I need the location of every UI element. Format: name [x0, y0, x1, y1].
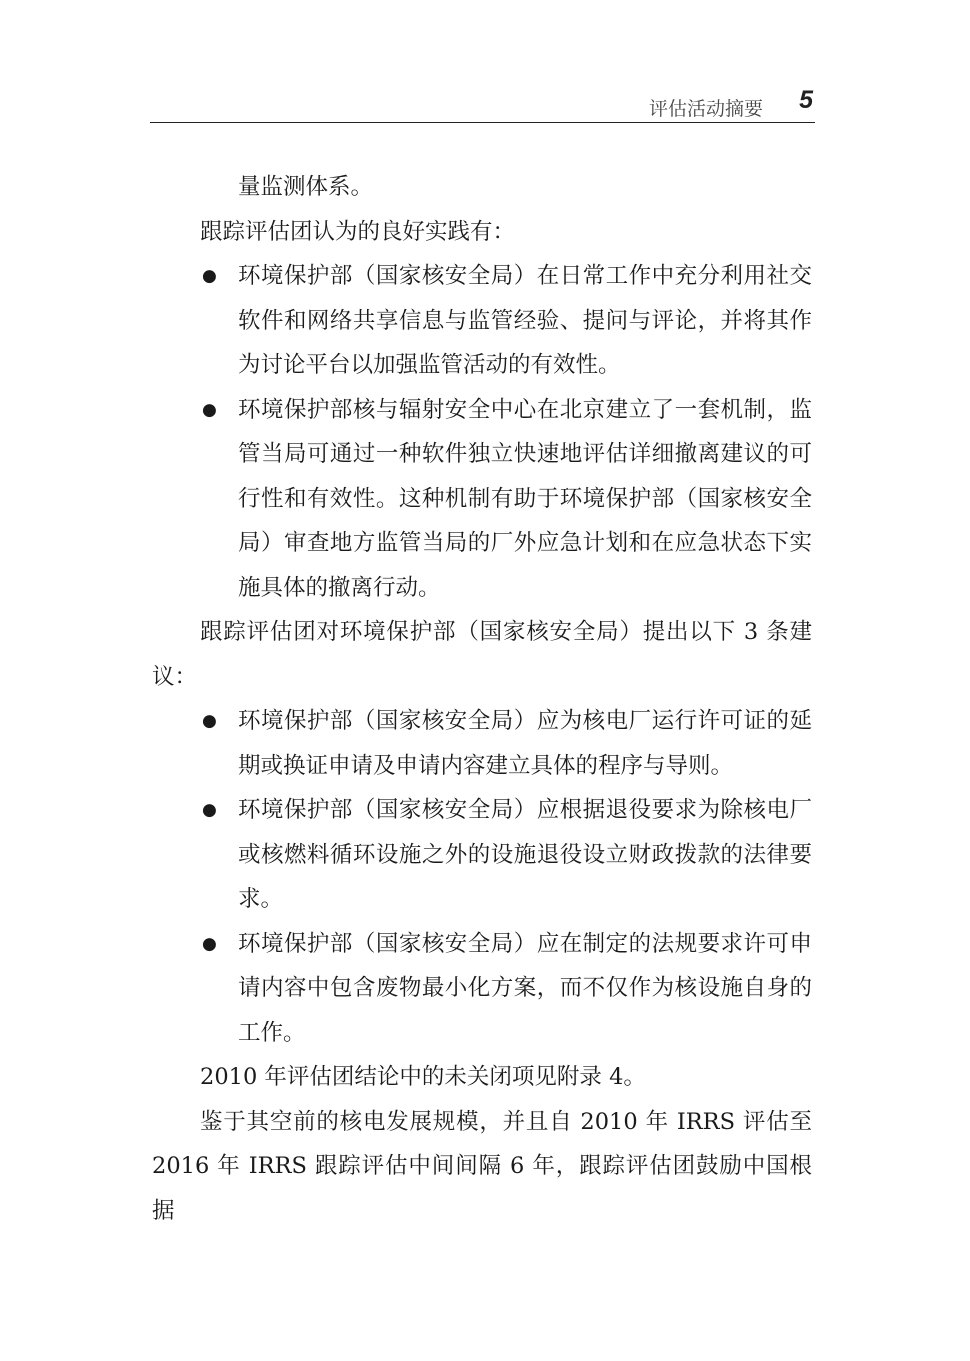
list-item	[152, 254, 812, 388]
closing-paragraph: 鉴于其空前的核电发展规模，并且自 2010 年 IRRS 评估至 2016 年 IRRS 跟踪评估中间间隔 6 年，跟踪评估团鼓励中国根据	[152, 1108, 812, 1224]
list-item	[152, 699, 812, 788]
continuation-line: 量监测体系。	[238, 174, 374, 200]
appendix-note: 2010 年评估团结论中的未关闭项见附录 4。	[200, 1064, 646, 1090]
list-item	[152, 788, 812, 922]
bullet-icon: ●	[202, 933, 217, 954]
recommendation-text: 环境保护部（国家核安全局）应在制定的法规要求许可申请内容中包含废物最小化方案，而不仅作为核设施自身的工作。	[238, 930, 812, 1046]
header-title: 评估活动摘要	[648, 98, 763, 120]
bullet-icon: ●	[202, 800, 217, 820]
recommendation-text: 环境保护部（国家核安全局）应根据退役要求为除核电厂或核燃料循环设施之外的设施退役设立财政拨款的法律要求。	[238, 797, 812, 912]
bullet-icon: ●	[202, 266, 217, 286]
bullet-icon: ●	[202, 399, 217, 420]
recommendations-intro: 跟踪评估团对环境保护部（国家核安全局）提出以下 3 条建议：	[152, 619, 812, 690]
list-item	[152, 388, 812, 611]
page-body	[152, 165, 812, 1233]
bullet-icon: ●	[202, 711, 217, 731]
page-number: 5	[799, 86, 813, 114]
good-practice-text: 环境保护部（国家核安全局）在日常工作中充分利用社交软件和网络共享信息与监管经验、提问与评论，并将其作为讨论平台以加强监管活动的有效性。	[238, 263, 812, 378]
running-header	[150, 88, 815, 123]
good-practices-intro: 跟踪评估团认为的良好实践有：	[200, 218, 516, 245]
good-practice-text: 环境保护部核与辐射安全中心在北京建立了一套机制，监管当局可通过一种软件独立快速地评估详细撤离建议的可行性和有效性。这种机制有助于环境保护部（国家核安全局）审查地方监管当局的厂外应急计划和在应急状态下实施具体的撤离行动。	[238, 396, 812, 601]
list-item	[152, 922, 812, 1056]
recommendation-text: 环境保护部（国家核安全局）应为核电厂运行许可证的延期或换证申请及申请内容建立具体的程序与导则。	[238, 708, 812, 779]
